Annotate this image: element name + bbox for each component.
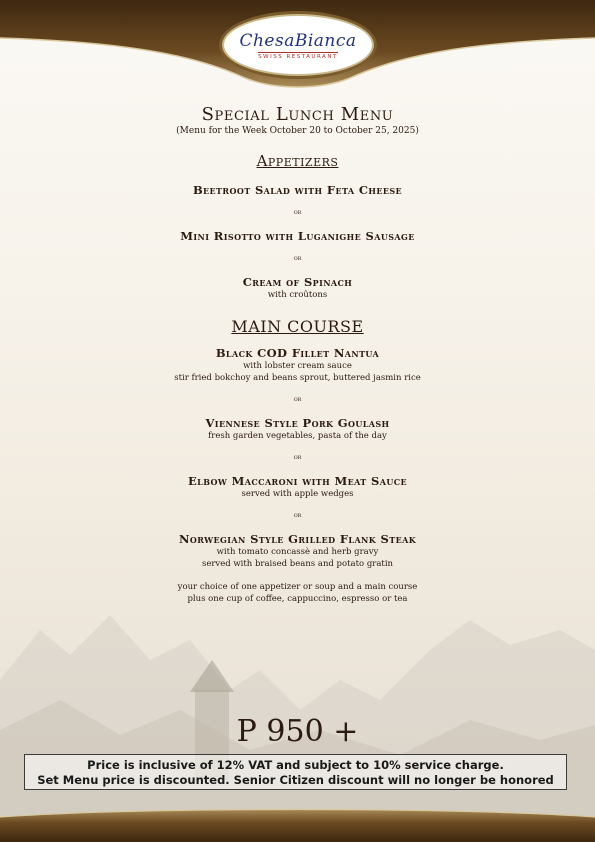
main-course-heading: MAIN COURSE [231,317,364,336]
or-separator: or [293,511,302,519]
disclaimer-line-2: Set Menu price is discounted. Senior Citizen discount will no longer be honored [37,773,554,787]
main-1-name: Black COD Fillet Nantua [215,346,380,360]
price: P 950 + [236,714,359,749]
main-1-desc2: stir fried bokchoy and beans sprout, buttered jasmin rice [174,373,421,383]
price-disclaimer-box [24,754,567,790]
set-menu-note-1: your choice of one appetizer or soup and a main course [177,582,418,592]
appetizer-1-name: Beetroot Salad with Feta Cheese [192,183,403,197]
main-4-desc1: with tomato concassè and herb gravy [216,547,379,557]
main-4-name: Norwegian Style Grilled Flank Steak [178,532,417,546]
main-2-desc1: fresh garden vegetables, pasta of the day [208,431,387,441]
restaurant-logo [222,14,374,76]
main-3-desc1: served with apple wedges [241,489,354,499]
set-menu-note-2: plus one cup of coffee, cappuccino, espresso or tea [187,594,408,604]
appetizers-heading: Appetizers [256,152,339,170]
main-3-name: Elbow Maccaroni with Meat Sauce [188,474,407,488]
appetizer-3-desc: with croûtons [267,290,328,300]
logo-name: ChesaBianca [239,30,357,51]
disclaimer-line-1: Price is inclusive of 12% VAT and subject to 10% service charge. [87,758,504,772]
appetizer-3-name: Cream of Spinach [242,275,353,289]
main-1-desc1: with lobster cream sauce [243,361,352,371]
main-2-name: Viennese Style Pork Goulash [205,416,390,430]
or-separator: or [293,208,302,216]
menu-title: Special Lunch Menu [201,104,394,125]
menu-subtitle: (Menu for the Week October 20 to October 25, 2025) [176,126,419,136]
or-separator: or [293,395,302,403]
bottom-decorative-band [0,797,595,842]
or-separator: or [293,254,302,262]
menu-content [0,100,595,605]
or-separator: or [293,453,302,461]
main-4-desc2: served with braised beans and potato gratin [201,559,394,569]
appetizer-2-name: Mini Risotto with Luganighe Sausage [180,229,415,243]
logo-tagline: SWISS RESTAURANT [258,53,338,60]
